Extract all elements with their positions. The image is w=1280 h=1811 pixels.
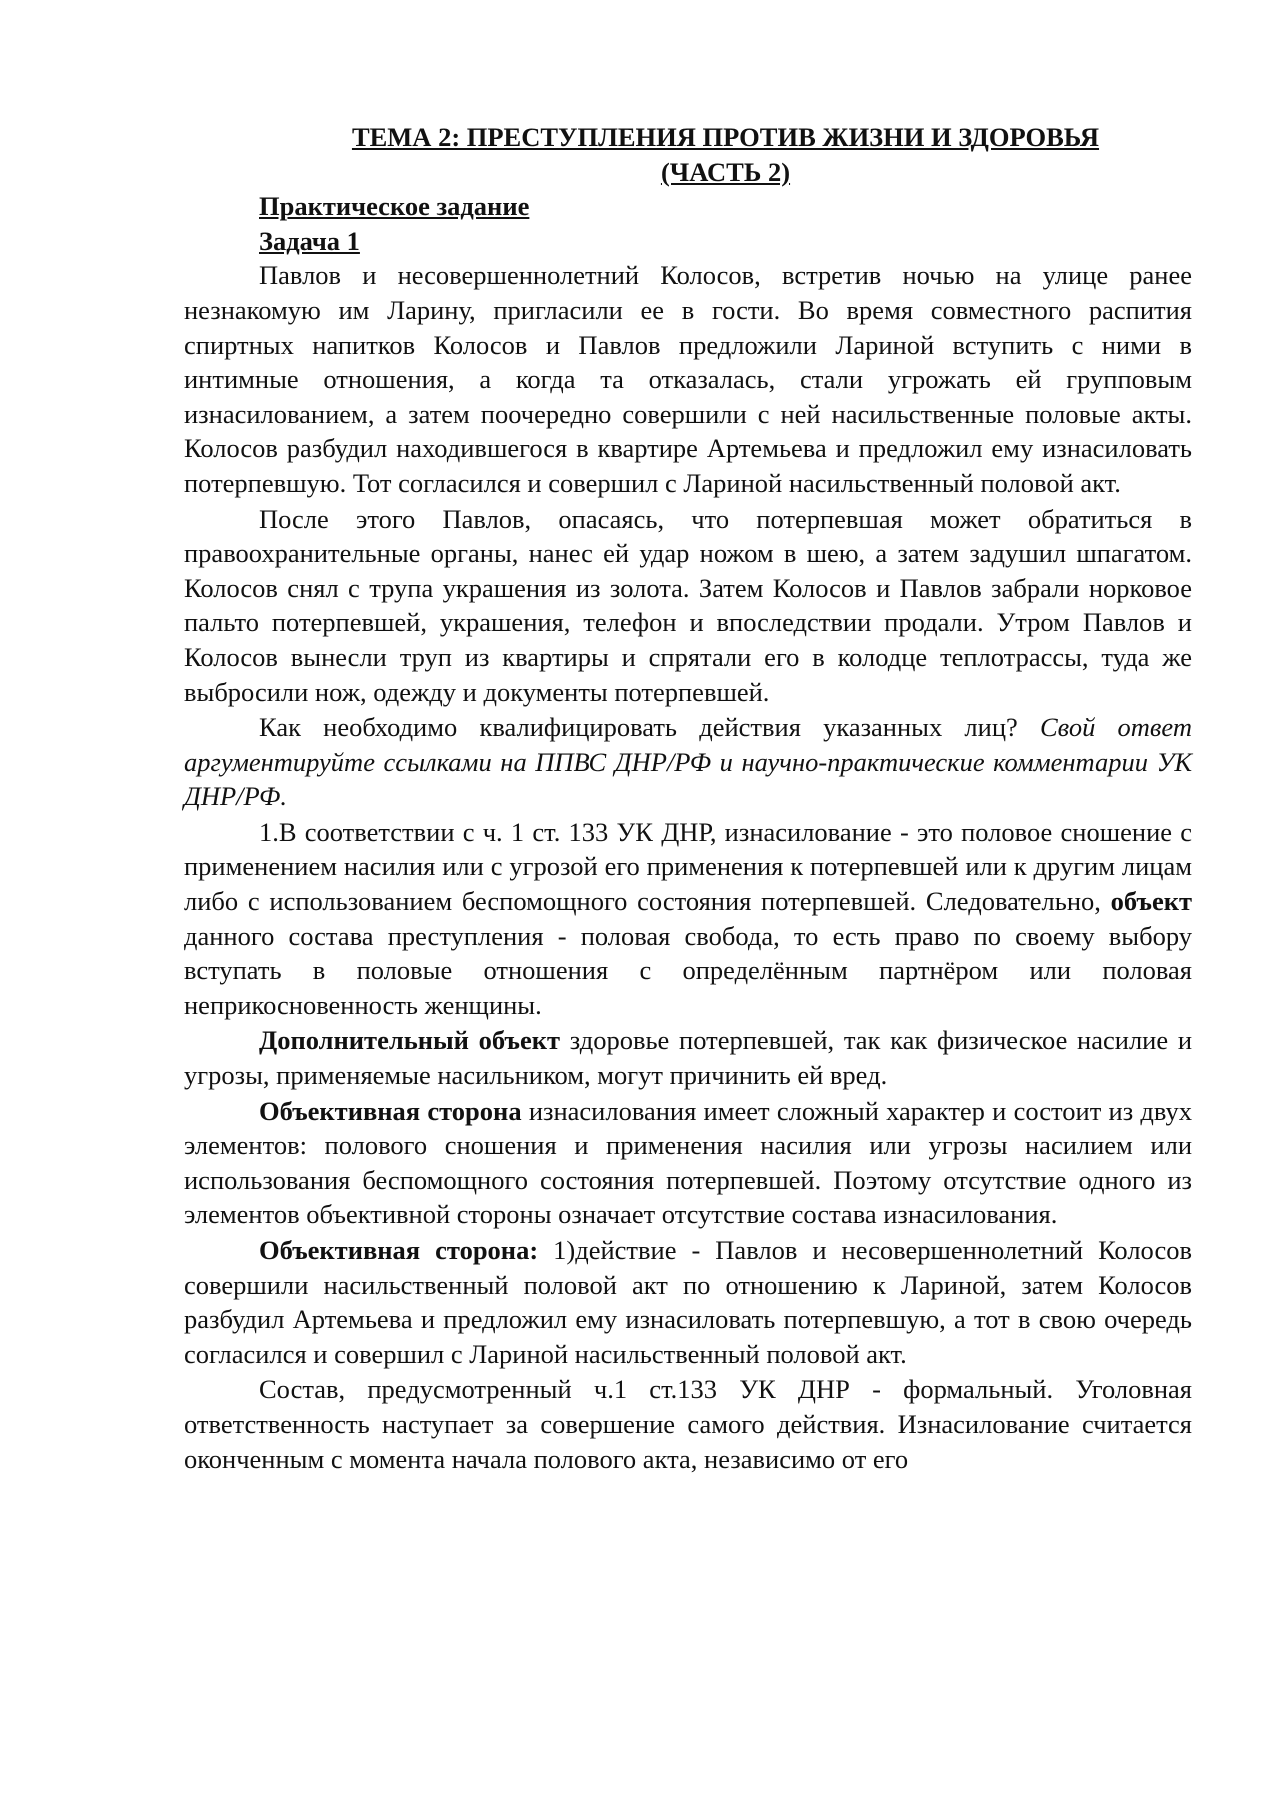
paragraph-case-facts-continued: После этого Павлов, опасаясь, что потерпевшая может обратиться в правоохранительные органы, нанес ей удар ножом в шею, а затем задушил шпагатом. Колосов снял с трупа украшения из золота. Затем Колосов и Павлов забрали норковое пальто потерпевшей, украшения, телефон и впоследствии продали. Утром Павлов и Колосов вынесли труп из квартиры и спрятали его в колодце теплотрассы, туда же выбросили нож, одежду и документы потерпевшей. xyxy=(184,503,1192,707)
additional-object-term: Дополнительный объект xyxy=(259,1025,561,1056)
object-intro: 1.В соответствии с ч. 1 ст. 133 УК ДНР, изнасилование - это половое сношение с применением насилия или с угрозой его применения к потерпевшей или к другим лицам либо с использованием беспомощного состояния потерпевшей. Следовательно, xyxy=(184,816,1192,917)
objective-side-term: Объективная сторона xyxy=(259,1095,522,1126)
paragraph-additional-object xyxy=(184,1023,1192,1092)
objective-side-action-text: 1)действие - Павлов и несовершеннолетний Колосов совершили насильственный половой акт по отношению к Лариной, затем Колосов разбудил Артемьева и предложил ему изнасиловать потерпевшую, а тот в свою очередь согласился и совершил с Лариной насильственный половой акт. xyxy=(184,1235,1192,1369)
question-instruction: Свой ответ аргументируйте ссылками на ППВС ДНР/РФ и научно-практические комментарии УК ДНР/РФ. xyxy=(184,712,1192,812)
section-heading: Практическое задание xyxy=(259,191,530,222)
document-title xyxy=(184,120,1192,189)
title-line-2: (ЧАСТЬ 2) xyxy=(660,156,791,187)
title-line-1: ТЕМА 2: ПРЕСТУПЛЕНИЯ ПРОТИВ ЖИЗНИ И ЗДОРОВЬЯ xyxy=(351,122,1100,152)
additional-object-text: здоровье потерпевшей, так как физическое насилие и угрозы, применяемые насильником, могут причинить ей вред. xyxy=(184,1025,1193,1091)
document-body xyxy=(184,120,1192,1476)
paragraph-object xyxy=(184,815,1192,1023)
paragraph-formal-composition: Состав, предусмотренный ч.1 ст.133 УК ДНР - формальный. Уголовная ответственность наступает за совершение самого действия. Изнасилование считается оконченным с момента начала полового акта, независимо от его xyxy=(184,1374,1192,1474)
object-term: объект xyxy=(1110,886,1192,917)
paragraph-question xyxy=(184,710,1192,814)
paragraph-objective-side-action xyxy=(184,1233,1192,1371)
paragraph-objective-side xyxy=(184,1094,1192,1232)
question-text: Как необходимо квалифицировать действия указанных лиц? xyxy=(259,712,1040,743)
paragraph-case-facts: Павлов и несовершеннолетний Колосов, встретив ночью на улице ранее незнакомую им Ларину, пригласили ее в гости. Во время совместного распития спиртных напитков Колосов и Павлов предложили Лариной вступить с ними в интимные отношения, а когда та отказалась, стали угрожать ей групповым изнасилованием, а затем поочередно совершили с ней насильственные половые акты. Колосов разбудил находившегося в квартире Артемьева и предложил ему изнасиловать потерпевшую. Тот согласился и совершил с Лариной насильственный половой акт. xyxy=(184,260,1192,498)
objective-side-action-term: Объективная сторона: xyxy=(259,1235,539,1265)
object-definition: данного состава преступления - половая свобода, то есть право по своему выбору вступать в половые отношения с определённым партнёром или половая неприкосновенность женщины. xyxy=(184,920,1192,1020)
objective-side-text: изнасилования имеет сложный характер и состоит из двух элементов: полового сношения и применения насилия или угрозы насилием или использования беспомощного состояния потерпевшей. Поэтому отсутствие одного из элементов объективной стороны означает отсутствие состава изнасилования. xyxy=(184,1095,1192,1230)
task-heading: Задача 1 xyxy=(259,225,360,256)
